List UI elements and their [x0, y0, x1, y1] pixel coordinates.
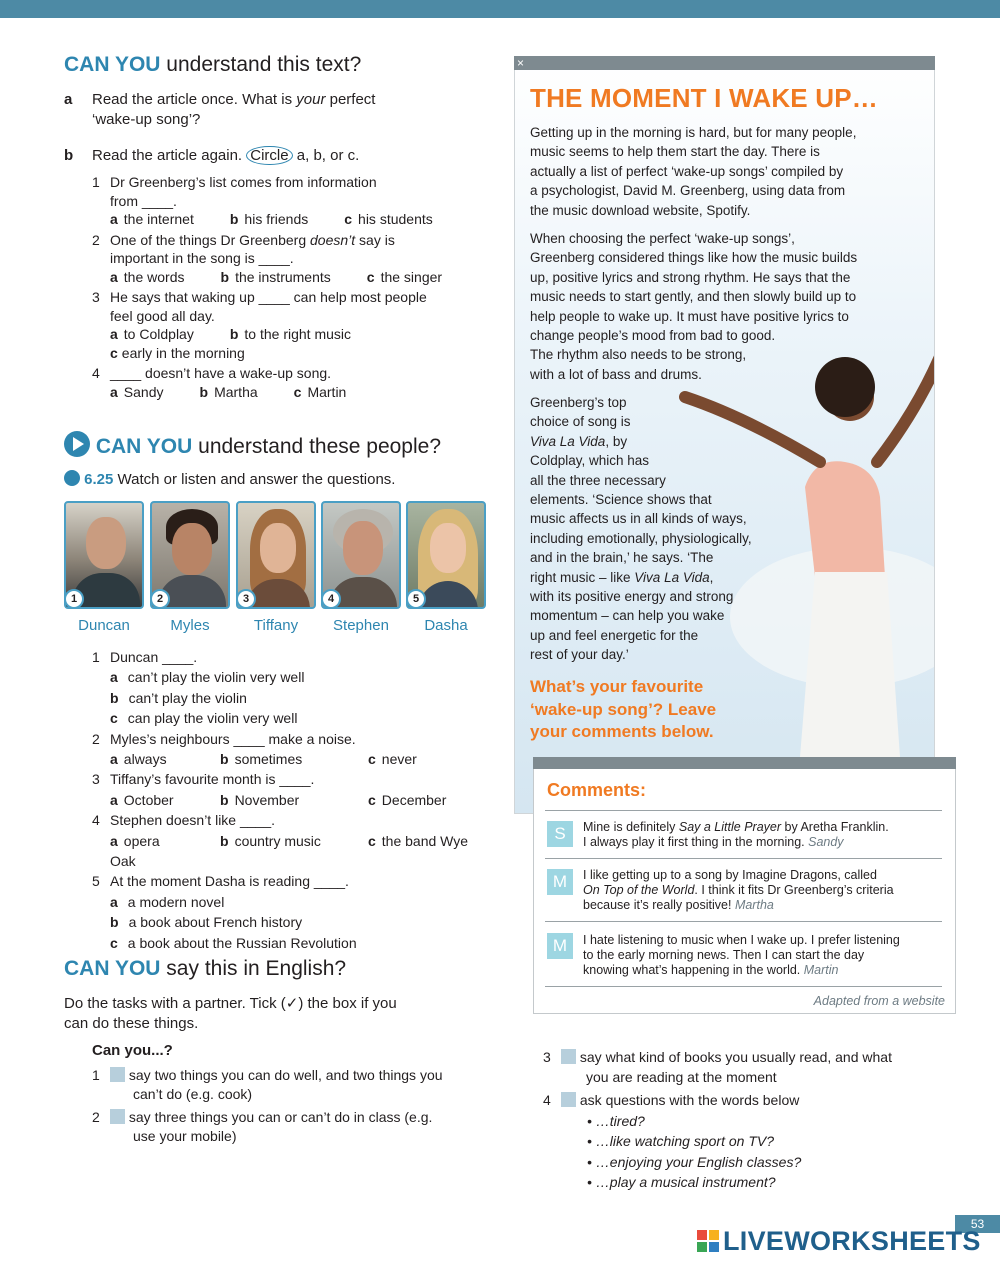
text-questions — [92, 173, 492, 401]
article-title: THE MOMENT I WAKE UP… — [530, 83, 878, 113]
option[interactable] — [294, 384, 365, 400]
task-text: ask questions with the words below — [579, 1092, 800, 1108]
text-line: up, positive lyrics and strong rhythm. He says that the — [530, 269, 851, 285]
option-letter: a — [110, 211, 118, 227]
question-2 — [92, 231, 492, 250]
divider — [545, 921, 942, 922]
option-letter: c — [110, 934, 118, 951]
task-text-cont: you are reading at the moment — [586, 1069, 777, 1085]
text-line: When choosing the perfect ‘wake-up songs’, — [530, 231, 795, 246]
task-text: say two things you can do well, and two things you — [128, 1067, 443, 1083]
option-letter: a — [110, 383, 118, 400]
option-text: his students — [358, 211, 433, 227]
liveworksheets-logo[interactable] — [697, 1226, 981, 1257]
option-text: October — [123, 791, 174, 808]
option-letter: b — [110, 914, 119, 931]
say-task-2 — [92, 1108, 512, 1145]
option-letter: c — [110, 344, 118, 361]
question-text-end: say is — [355, 231, 395, 248]
text-line: Viva La Vida, by — [530, 433, 628, 449]
say-task-4 — [543, 1090, 963, 1193]
option-letter: a — [110, 832, 118, 849]
section-title-rest: understand these people? — [192, 435, 442, 458]
text-line: your comments below. — [530, 722, 714, 741]
option-text: early in the morning — [121, 344, 245, 361]
comment-author: Martin — [803, 963, 839, 977]
liveworksheets-icon — [697, 1228, 719, 1250]
option-letter: b — [110, 689, 119, 706]
option[interactable] — [110, 326, 212, 342]
task-text-cont: use your mobile) — [133, 1127, 237, 1144]
people-options-4[interactable] — [92, 831, 512, 872]
option-text: a book about French history — [128, 914, 303, 931]
option[interactable] — [368, 792, 464, 808]
option[interactable] — [110, 914, 302, 930]
bullet-item: • …tired? — [587, 1112, 645, 1129]
task-text: say three things you can or can’t do in class (e.g. — [128, 1109, 433, 1125]
text-line: actually a list of perfect ‘wake-up songs’ compiled by — [530, 163, 844, 179]
avatar: M — [547, 933, 573, 959]
option-text: a modern novel — [127, 893, 225, 910]
question-emphasis: doesn’t — [310, 231, 356, 248]
option[interactable] — [110, 211, 212, 227]
question-text: Stephen doesn’t like ____. — [110, 812, 276, 829]
option[interactable] — [220, 831, 350, 851]
text-line: Greenberg’s top — [530, 395, 627, 410]
option-letter: a — [110, 751, 118, 768]
circle-word: Circle — [246, 146, 292, 165]
question-text: ____ doesn’t have a wake-up song. — [110, 365, 332, 381]
option-letter: b — [199, 383, 209, 400]
close-icon[interactable] — [514, 56, 935, 70]
option[interactable] — [110, 384, 182, 400]
option-text: Martha — [214, 383, 258, 400]
task-a-text: Read the article once. What is — [92, 91, 297, 108]
option[interactable] — [110, 935, 357, 951]
question-text: Tiffany’s favourite month is ____. — [110, 771, 315, 788]
comment-2 — [583, 868, 943, 913]
option[interactable] — [110, 749, 202, 769]
option-text: can’t play the violin — [128, 689, 247, 706]
task-a-emphasis: your — [296, 91, 326, 108]
task-b — [64, 146, 359, 166]
option[interactable] — [221, 269, 349, 285]
option-text: Sandy — [123, 383, 164, 400]
comment-text: by Aretha Franklin. — [781, 820, 889, 834]
top-bar — [0, 0, 1000, 18]
question-number: 2 — [92, 231, 100, 248]
option-text: sometimes — [234, 751, 303, 768]
option-text: can’t play the violin very well — [127, 669, 305, 686]
option-text: always — [123, 751, 167, 768]
bullet-item: • …like watching sport on TV? — [587, 1133, 774, 1149]
option-letter: a — [110, 893, 118, 910]
section-title-people — [64, 431, 441, 459]
option-row — [110, 688, 512, 708]
question-text-cont: from ____. — [110, 192, 177, 209]
question-text-cont: feel good all day. — [110, 307, 215, 324]
article-para-1 — [530, 123, 856, 220]
article-call-to-action — [530, 676, 716, 744]
option-text: his friends — [244, 211, 309, 227]
option[interactable] — [344, 211, 451, 227]
option-row — [110, 912, 512, 932]
person-photo-duncan — [64, 501, 144, 609]
option-letter: c — [366, 268, 375, 285]
person-photo-dasha — [406, 501, 486, 609]
bullet-text: …tired? — [595, 1112, 645, 1129]
option-text: the words — [123, 268, 185, 285]
section-title-bold: CAN YOU — [64, 957, 161, 980]
person-photo-tiffany — [236, 501, 316, 609]
option[interactable] — [220, 790, 350, 810]
option[interactable] — [110, 269, 203, 285]
option-text: the singer — [380, 268, 443, 285]
article-para-3 — [530, 393, 752, 665]
option-letter: b — [220, 268, 230, 285]
people-question-3: 3 Tiffany’s favourite month is ____. — [92, 771, 315, 788]
comment-emphasis: Say a Little Prayer — [678, 820, 782, 834]
people-options-2[interactable] — [92, 749, 512, 769]
option-row — [110, 708, 512, 728]
task-b-text-end: a, b, or c. — [292, 147, 360, 164]
text-line: with its positive energy and strong — [530, 589, 734, 605]
text-line: elements. ‘Science shows that — [530, 492, 712, 508]
option-letter: c — [368, 791, 376, 808]
comments-top-bar — [533, 757, 956, 769]
page-number: 53 — [955, 1215, 1000, 1233]
option-letter: b — [220, 832, 229, 849]
question-text: He says that waking up ____ can help most people — [110, 289, 427, 305]
question-number: 3 — [92, 289, 100, 305]
comment-text: to the early morning news. Then I can start the day — [583, 948, 865, 962]
person-number-badge: 2 — [150, 589, 170, 609]
option-text: the instruments — [235, 268, 331, 285]
article-para-2 — [530, 229, 857, 384]
task-b-text: Read the article again. — [92, 147, 247, 164]
can-you-label: Can you...? — [92, 1042, 173, 1059]
tick-box[interactable] — [110, 1109, 125, 1124]
person-name-tiffany: Tiffany — [253, 617, 299, 634]
option[interactable] — [110, 669, 304, 685]
question-text: Duncan ____. — [110, 649, 198, 665]
section-title-bold: CAN YOU — [95, 435, 193, 458]
person-number-badge: 1 — [64, 589, 84, 609]
comments-title: Comments: — [547, 780, 647, 800]
say-task-1 — [92, 1066, 512, 1103]
close-glyph: × — [517, 56, 525, 70]
text-line: ‘wake-up song’? Leave — [530, 699, 717, 719]
say-task-3 — [543, 1047, 963, 1087]
option-letter: b — [229, 211, 239, 227]
text-line: The rhythm also needs to be strong, — [530, 347, 747, 363]
option-letter: a — [110, 268, 118, 285]
option-row — [110, 892, 512, 912]
text-line: including emotionally, physiologically, — [530, 530, 752, 546]
option[interactable] — [367, 269, 460, 285]
task-text-cont: can’t do (e.g. cook) — [133, 1085, 253, 1102]
tick-box[interactable] — [561, 1049, 576, 1064]
text-line: with a lot of bass and drums. — [530, 366, 702, 382]
text-line: What’s your favourite — [530, 677, 704, 696]
task-a-text-line2: ‘wake-up song’? — [92, 111, 201, 128]
text-line: change people’s mood from bad to good. — [530, 328, 776, 344]
person-number-badge: 3 — [236, 589, 256, 609]
task-number: 1 — [92, 1067, 100, 1083]
option-letter: a — [110, 791, 118, 808]
option[interactable] — [230, 211, 326, 227]
say-intro-line1: Do the tasks with a partner. Tick (✓) the box if you — [64, 995, 397, 1012]
audio-icon[interactable] — [64, 470, 80, 486]
people-questions — [92, 647, 512, 953]
task-b-label: b — [64, 147, 74, 164]
bullet-item: • …play a musical instrument? — [587, 1174, 776, 1190]
people-options-5[interactable] — [92, 892, 512, 953]
task-number: 3 — [543, 1049, 551, 1065]
option[interactable] — [110, 690, 247, 706]
text-line: choice of song is — [530, 414, 631, 430]
option[interactable] — [110, 710, 297, 726]
section-title-bold: CAN YOU — [64, 53, 161, 76]
text-line: momentum – can help you wake — [530, 608, 725, 624]
audio-instruction — [64, 470, 395, 490]
text-line: right music – like Viva La Vida, — [530, 569, 714, 585]
bullet-text: …like watching sport on TV? — [595, 1133, 774, 1149]
text-line: the music download website, Spotify. — [530, 202, 751, 218]
option-letter: a — [110, 326, 118, 342]
option-letter: a — [110, 669, 118, 686]
section-title-say — [64, 957, 346, 981]
text-line: music affects us in all kinds of ways, — [530, 511, 747, 527]
tick-box[interactable] — [561, 1092, 576, 1107]
options-4[interactable] — [92, 383, 492, 402]
question-text: Myles’s neighbours ____ make a noise. — [110, 730, 356, 747]
text-line: rest of your day.’ — [530, 647, 629, 663]
option-text: to Coldplay — [123, 326, 194, 342]
people-question-1: 1 Duncan ____. — [92, 649, 198, 665]
comment-text: I like getting up to a song by Imagine Dragons, called — [583, 868, 877, 882]
question-3 — [92, 288, 492, 307]
people-question-4: 4 Stephen doesn’t like ____. — [92, 812, 276, 829]
comment-text: because it’s really positive! — [583, 898, 735, 912]
option-letter: b — [220, 791, 229, 808]
comment-text: Mine is definitely — [583, 820, 679, 834]
bullet-list — [543, 1111, 963, 1193]
option[interactable] — [200, 384, 276, 400]
say-intro-line2: can do these things. — [64, 1015, 199, 1032]
task-a-text-end: perfect — [325, 91, 376, 108]
question-number: 4 — [92, 365, 100, 381]
option-3c[interactable] — [92, 344, 492, 363]
comment-text: knowing what’s happening in the world. — [583, 963, 804, 977]
comment-author: Sandy — [808, 835, 844, 849]
text-line: help people to wake up. It must have positive lyrics to — [530, 308, 849, 324]
options-1[interactable] — [92, 210, 492, 229]
option-letter: c — [344, 211, 353, 227]
option-letter: b — [220, 751, 229, 768]
option-text: November — [234, 791, 300, 808]
bullet-item: • …enjoying your English classes? — [587, 1153, 802, 1170]
play-icon[interactable] — [64, 431, 90, 457]
option-letter: c — [110, 710, 118, 727]
task-number: 2 — [92, 1109, 100, 1125]
question-text-cont: important in the song is ____. — [110, 250, 294, 266]
option-text: can play the violin very well — [127, 710, 298, 727]
people-options-1[interactable] — [92, 667, 512, 728]
people-options-3[interactable] — [92, 790, 512, 810]
options-2[interactable] — [92, 268, 492, 287]
option[interactable] — [110, 894, 224, 910]
task-number: 4 — [543, 1092, 551, 1108]
question-text: At the moment Dasha is reading ____. — [110, 873, 349, 890]
option-text: opera — [123, 832, 160, 849]
option[interactable] — [230, 326, 369, 342]
divider — [545, 986, 942, 987]
option-text: the band Wye Oak — [110, 832, 469, 870]
question-text: Dr Greenberg’s list comes from information — [110, 174, 377, 190]
option-letter: c — [368, 751, 376, 768]
option-text: to the right music — [244, 326, 352, 342]
person-name-stephen: Stephen — [333, 617, 389, 634]
option-text: Martin — [307, 383, 347, 400]
text-line: music seems to help them start the day. There is — [530, 144, 820, 160]
option-letter: c — [293, 383, 302, 400]
comment-1 — [583, 820, 943, 850]
question-4 — [92, 364, 492, 383]
question-number: 1 — [92, 174, 100, 190]
option-letter: c — [368, 832, 376, 849]
person-photo-stephen — [321, 501, 401, 609]
bullet-text: …enjoying your English classes? — [595, 1153, 802, 1170]
comment-text: I always play it first thing in the morning. — [583, 835, 809, 849]
option[interactable] — [368, 751, 435, 767]
task-text: say what kind of books you usually read, and what — [579, 1049, 892, 1065]
text-line: Coldplay, which has — [530, 453, 650, 469]
option-text: never — [381, 751, 417, 768]
source-credit: Adapted from a website — [813, 994, 945, 1008]
section-title-rest: say this in English? — [160, 957, 347, 980]
comment-text: . I think it fits Dr Greenberg’s criteria — [694, 883, 894, 897]
person-number-badge: 4 — [321, 589, 341, 609]
person-name-duncan: Duncan — [78, 617, 130, 634]
option-text: country music — [234, 832, 321, 849]
divider — [545, 858, 942, 859]
audio-track-number: 6.25 — [84, 471, 114, 488]
option-text: a book about the Russian Revolution — [127, 934, 357, 951]
text-line: and in the brain,’ he says. ‘The — [530, 550, 714, 566]
comment-text: I hate listening to music when I wake up. I prefer listening — [583, 933, 900, 947]
avatar: M — [547, 869, 573, 895]
option[interactable] — [220, 749, 350, 769]
people-question-2: 2 Myles’s neighbours ____ make a noise. — [92, 730, 356, 747]
brand-text: LIVEWORKSHEETS — [723, 1226, 981, 1256]
divider — [545, 810, 942, 811]
options-3[interactable] — [92, 325, 492, 344]
section-title-text — [64, 53, 361, 77]
text-line: Getting up in the morning is hard, but for many people, — [530, 125, 857, 140]
audio-instruction-text: Watch or listen and answer the questions. — [113, 471, 396, 488]
option[interactable] — [110, 831, 202, 851]
option-row — [110, 667, 512, 687]
bullet-text: …play a musical instrument? — [595, 1174, 776, 1190]
person-photo-myles — [150, 501, 230, 609]
option-row — [110, 933, 512, 953]
avatar: S — [547, 821, 573, 847]
text-line: up and feel energetic for the — [530, 627, 699, 643]
comment-3 — [583, 933, 943, 978]
say-intro — [64, 994, 397, 1034]
comment-author: Martha — [734, 898, 774, 912]
person-number-badge: 5 — [406, 589, 426, 609]
comment-emphasis: On Top of the World — [583, 883, 695, 897]
section-title-rest: understand this text? — [160, 53, 362, 76]
option-text: the internet — [123, 211, 194, 227]
text-line: Greenberg considered things like how the music builds — [530, 250, 858, 266]
task-a-label: a — [64, 91, 73, 108]
text-line: all the three necessary — [530, 472, 666, 488]
question-text: One of the things Dr Greenberg — [110, 231, 310, 248]
people-question-5: 5 At the moment Dasha is reading ____. — [92, 873, 349, 890]
option-letter: b — [229, 326, 239, 342]
task-a — [64, 90, 375, 130]
person-name-myles: Myles — [170, 617, 210, 634]
option-text: December — [381, 791, 447, 808]
text-line: a psychologist, David M. Greenberg, using data from — [530, 183, 846, 199]
tick-box[interactable] — [110, 1067, 125, 1082]
person-name-dasha: Dasha — [424, 617, 468, 634]
question-1 — [92, 173, 492, 192]
option[interactable] — [110, 790, 202, 810]
text-line: music needs to start gently, and then slowly build up to — [530, 289, 857, 305]
